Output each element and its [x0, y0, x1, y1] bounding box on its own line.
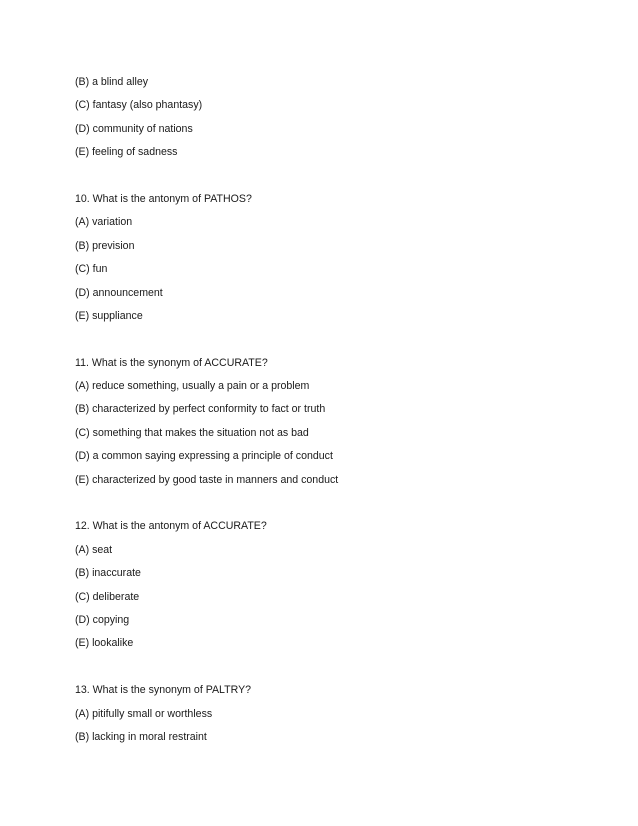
option-a: (A) seat: [75, 543, 113, 556]
option-b: (B) prevision: [75, 239, 135, 252]
spacer: [75, 492, 615, 515]
spacer: [75, 656, 615, 679]
option-b: (B) characterized by perfect conformity to fact or truth: [75, 403, 326, 416]
document-page: [75, 71, 615, 749]
option-b: (B) lacking in moral restraint: [75, 730, 207, 743]
option-a: (A) reduce something, usually a pain or a problem: [75, 380, 310, 393]
option-a: (A) variation: [75, 216, 133, 229]
option-a: (A) pitifully small or worthless: [75, 707, 213, 720]
option-d: (D) a common saying expressing a principle of conduct: [75, 450, 333, 463]
option-c: (C) fun: [75, 263, 108, 276]
option-e: (E) feeling of sadness: [75, 146, 178, 159]
option-e: (E) suppliance: [75, 309, 143, 322]
option-d: (D) copying: [75, 613, 130, 626]
question-12: [75, 515, 615, 655]
spacer: [75, 328, 615, 351]
option-d: (D) announcement: [75, 286, 163, 299]
question-text: 10. What is the antonym of PATHOS?: [75, 192, 252, 205]
option-e: (E) characterized by good taste in manners and conduct: [75, 473, 339, 486]
option-e: (E) lookalike: [75, 637, 134, 650]
previous-question-options: [75, 71, 615, 165]
spacer: [75, 165, 615, 188]
question-text: 12. What is the antonym of ACCURATE?: [75, 520, 267, 533]
option-c: (C) fantasy (also phantasy): [75, 99, 203, 112]
question-text: 11. What is the synonym of ACCURATE?: [75, 356, 268, 369]
option-b: (B) a blind alley: [75, 76, 149, 88]
option-b: (B) inaccurate: [75, 567, 141, 580]
question-10: [75, 188, 615, 328]
option-c: (C) something that makes the situation not as bad: [75, 426, 309, 439]
question-text: 13. What is the synonym of PALTRY?: [75, 684, 252, 697]
question-13: [75, 679, 615, 749]
option-c: (C) deliberate: [75, 590, 140, 603]
question-11: [75, 352, 615, 492]
option-d: (D) community of nations: [75, 122, 193, 135]
